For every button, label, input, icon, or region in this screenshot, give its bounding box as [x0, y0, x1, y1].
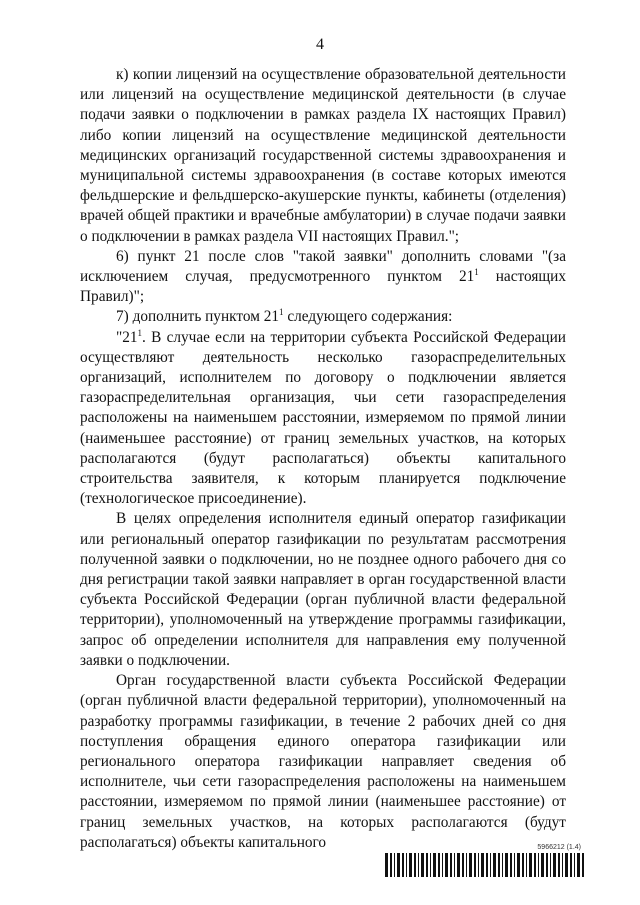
paragraph-text: . В случае если на территории субъекта Российской Федерации осуществляют деятельность несколько газораспределительных организаций, исполнителем по договору о подключении является газораспределительная организация, чьи сети газораспределения расположены на наименьшем расстоянии, измеряемом по прямой линии (наименьшее расстояние) от границ земельных участков, на которых располагаются (будут располагаться) объекты капитального строительства заявителя, к которым планируется подключение (технологическое присоединение). — [80, 328, 566, 508]
superscript: 1 — [474, 267, 479, 278]
paragraph-text: настоящих Правил)"; — [80, 268, 566, 306]
barcode-icon — [385, 853, 585, 877]
paragraph-text: 6) пункт 21 после слов "такой заявки" дополнить словами "(за исключением случая, предусмотренного пунктом 21 — [80, 247, 566, 286]
paragraph-clause-21-1 — [80, 328, 566, 510]
paragraph-item-k: к) копии лицензий на осуществление образовательной деятельности или лицензий на осуществление медицинской деятельности (в случае подачи заявки о подключении в рамках раздела IX настоящих Правил) либо копии лицензий на осуществление медицинской деятельности медицинских организаций государственной системы здравоохранения и муниципальной системы здравоохранения (в составе которых имеются фельдшерские и фельдшерско-акушерские пункты, кабинеты (отделения) врачей общей практики и врачебные амбулатории) в случае подачи заявки о подключении в рамках раздела VII настоящих Правил."; — [80, 66, 566, 245]
page-number: 4 — [316, 36, 324, 53]
superscript: 1 — [279, 307, 284, 318]
document-body — [80, 65, 566, 853]
document-stamp — [385, 844, 585, 877]
superscript: 1 — [137, 327, 143, 338]
paragraph-item-7 — [80, 307, 566, 327]
paragraph-text: следующего содержания: — [283, 308, 453, 326]
paragraph-executor-determination: В целях определения исполнителя единый оператор газификации или региональный оператор газификации по результатам рассмотрения полученной заявки о подключении, но не позднее одного рабочего дня со дня регистрации такой заявки направляет в орган государственной власти субъекта Российской Федерации (орган публичной власти федеральной территории), уполномоченный на утверждение программы газификации, запрос об определении исполнителя для направления ему полученной заявки о подключении. — [80, 510, 566, 669]
document-code: 5966212 (1.4) — [537, 844, 581, 851]
paragraph-authority-response: Орган государственной власти субъекта Российской Федерации (орган публичной власти федеральной территории), уполномоченный на разработку программы газификации, в течение 2 рабочих дней со дня поступления обращения единого оператора газификации или регионального оператора газификации направляет сведения об исполнителе, чьи сети газораспределения расположены на наименьшем расстоянии, измеряемом по прямой линии (наименьшее расстояние) от границ земельных участков, на которых располагаются (будут располагаться) объекты капитального — [80, 672, 566, 851]
paragraph-text: "21 — [116, 328, 138, 346]
paragraph-item-6 — [80, 247, 566, 308]
paragraph-text: 7) дополнить пунктом 21 — [116, 308, 280, 326]
